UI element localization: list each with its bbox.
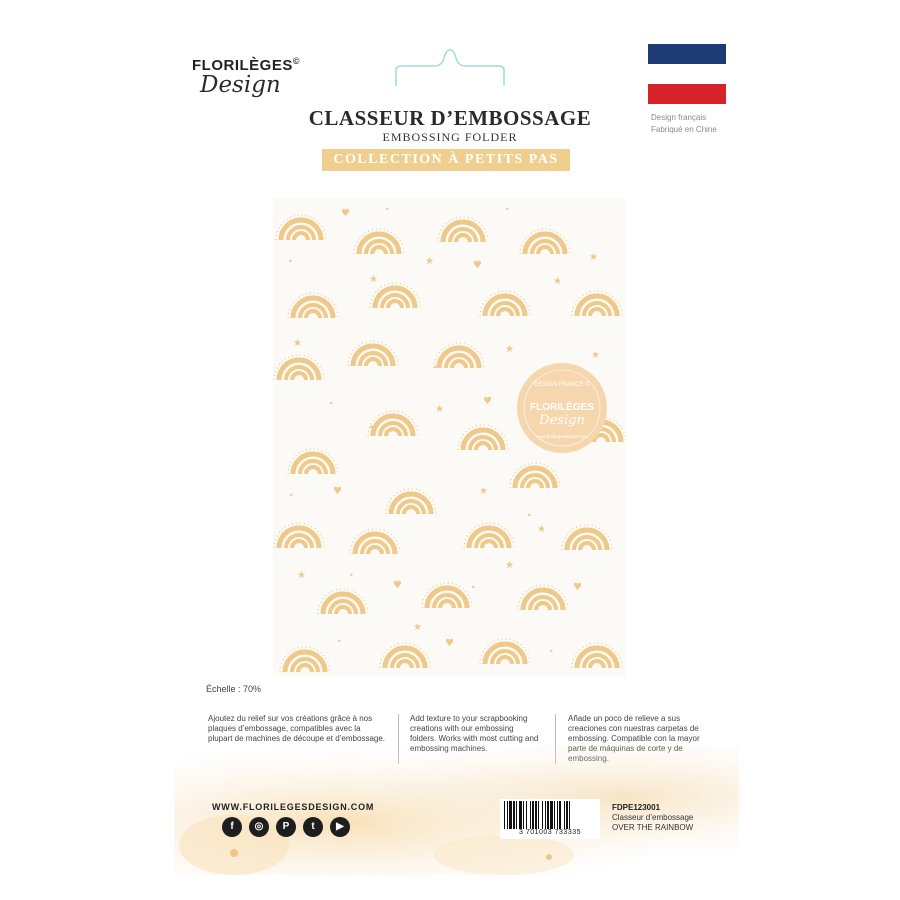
- brand-name: FLORILÈGES: [192, 57, 293, 74]
- rainbow-icon: [276, 215, 326, 240]
- brand-script: Design: [200, 72, 281, 98]
- rainbow-icon: [274, 355, 324, 380]
- scale-label: Échelle : 70%: [206, 684, 262, 694]
- dot-icon: •: [549, 647, 554, 656]
- origin-made: Fabriqué en Chine: [651, 125, 717, 134]
- rainbow-icon: [464, 523, 514, 548]
- rainbow-icon: [288, 449, 338, 474]
- rainbow-icon: [368, 411, 418, 436]
- dot-icon: •: [433, 363, 438, 372]
- rainbow-icon: [280, 647, 330, 672]
- origin-design: Design français: [651, 113, 707, 122]
- rainbow-icon: [438, 217, 488, 242]
- brand-mark: ©: [292, 56, 300, 66]
- description-es: Añade un poco de relieve a sus creaciones con nuestras carpetas de embossing. Compatible con la mayor: [568, 714, 700, 743]
- twitter-icon[interactable]: t: [303, 817, 323, 837]
- rainbow-icon: [562, 525, 612, 550]
- rainbow-icon: [480, 291, 530, 316]
- rainbow-icon: [354, 229, 404, 254]
- description-en: Add texture to your scrapbooking creations with our embossing folders. Works with most cutting and: [410, 714, 539, 743]
- star-icon: ★: [537, 524, 546, 535]
- star-icon: ★: [435, 404, 444, 415]
- star-icon: ★: [591, 350, 600, 361]
- star-icon: ★: [589, 252, 598, 263]
- rainbow-icon: [348, 341, 398, 366]
- star-icon: ★: [505, 344, 514, 355]
- heart-icon: ♥: [393, 580, 402, 591]
- stamp-brand: FLORILÈGES: [530, 402, 594, 413]
- product-subtitle: EMBOSSING FOLDER: [382, 130, 518, 144]
- heart-icon: ♥: [445, 638, 454, 649]
- star-icon: ★: [425, 256, 434, 267]
- brand-logo: [192, 56, 312, 98]
- dot-icon: •: [369, 423, 374, 432]
- product-reference: [612, 803, 693, 833]
- description-fr: Ajoutez du relief sur vos créations grâce à nos plaques d’embossage, compatibles avec la plupart de machines de découpe et d’embossage.: [208, 714, 386, 743]
- rainbow-icon: [458, 425, 508, 450]
- rainbow-icon: [572, 643, 622, 668]
- product-type: Classeur d’embossage: [612, 813, 694, 822]
- heart-icon: ♥: [483, 396, 492, 407]
- dot-icon: •: [505, 205, 510, 214]
- product-ref-code: FDPE123001: [612, 803, 661, 812]
- stamp-top-text: DESIGN FRANCE ®: [534, 382, 590, 388]
- rainbow-icon: [380, 643, 430, 668]
- rainbow-icon: [518, 585, 568, 610]
- facebook-icon[interactable]: f: [222, 817, 242, 837]
- instagram-icon[interactable]: ◎: [249, 817, 269, 837]
- rainbow-icon: [572, 291, 622, 316]
- rainbow-icon: [480, 639, 530, 664]
- product-title: CLASSEUR D’EMBOSSAGE: [308, 106, 592, 130]
- heart-icon: ♥: [333, 486, 342, 497]
- heart-icon: ♥: [341, 208, 350, 219]
- french-flag-icon: [648, 44, 726, 104]
- star-icon: ★: [553, 276, 562, 287]
- heart-icon: ♥: [473, 260, 482, 271]
- rainbow-icon: [318, 589, 368, 614]
- pinterest-icon[interactable]: P: [276, 817, 296, 837]
- dot-icon: •: [329, 399, 334, 408]
- dot-icon: •: [337, 637, 342, 646]
- dot-icon: •: [288, 257, 293, 266]
- star-icon: ★: [297, 570, 306, 581]
- rainbow-icon: [274, 523, 324, 548]
- star-icon: ★: [369, 274, 378, 285]
- hang-tab-icon: [394, 48, 506, 88]
- star-icon: ★: [479, 486, 488, 497]
- rainbow-icon: [370, 283, 420, 308]
- website-link[interactable]: WWW.FLORILEGESDESIGN.COM: [212, 802, 375, 812]
- rainbow-icon: [288, 293, 338, 318]
- rainbow-icon: [386, 489, 436, 514]
- collection-banner: COLLECTION À PETITS PAS: [322, 149, 570, 171]
- rainbow-icon: [510, 463, 560, 488]
- rainbow-icon: [434, 343, 484, 368]
- rainbow-icon: [422, 583, 472, 608]
- star-icon: ★: [413, 622, 422, 633]
- dot-icon: •: [385, 205, 390, 214]
- origin-text: [651, 112, 717, 136]
- rainbow-icon: [350, 529, 400, 554]
- barcode-number: 3 701003 733335: [500, 829, 600, 836]
- stamp-bottom-text: www.florilegesdesign.com: [536, 434, 588, 439]
- product-name: OVER THE RAINBOW: [612, 823, 694, 832]
- rainbow-icon: [520, 229, 570, 254]
- youtube-icon[interactable]: ▶: [330, 817, 350, 837]
- dot-icon: •: [471, 583, 476, 592]
- brand-stamp: [516, 362, 608, 454]
- heart-icon: ♥: [573, 582, 582, 593]
- dot-icon: •: [349, 571, 354, 580]
- dot-icon: •: [289, 491, 294, 500]
- dot-icon: •: [527, 511, 532, 520]
- stamp-script: Design: [539, 413, 585, 428]
- star-icon: ★: [293, 338, 302, 349]
- star-icon: ★: [505, 560, 514, 571]
